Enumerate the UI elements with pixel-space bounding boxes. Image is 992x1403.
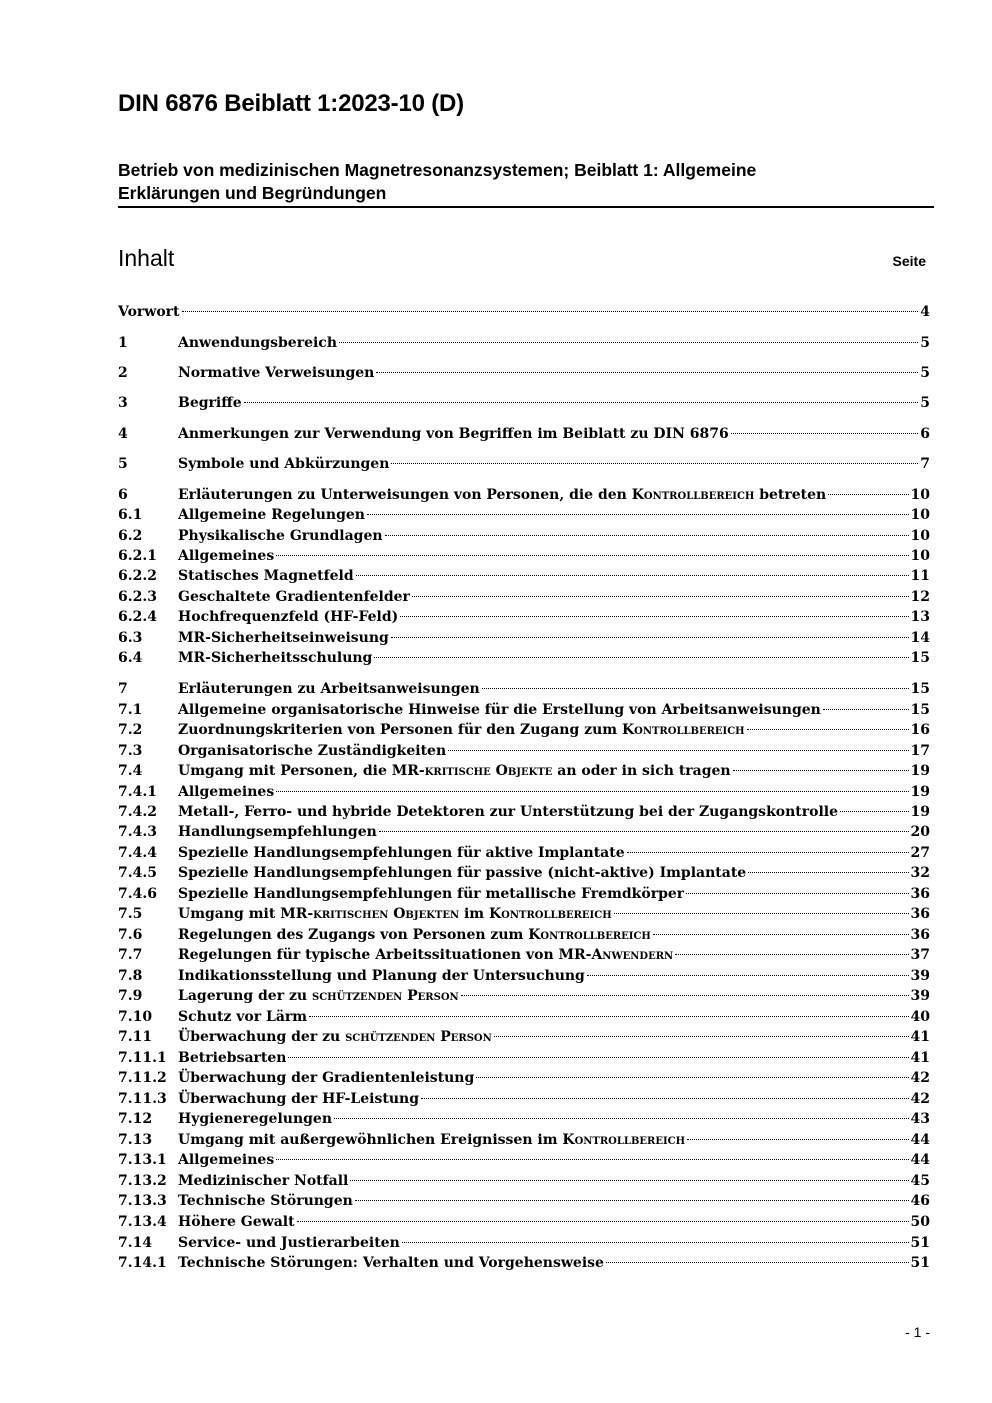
toc-entry-title: Anwendungsbereich <box>178 335 337 351</box>
toc-dot-leader <box>182 311 919 312</box>
toc-entry[interactable] <box>118 1027 930 1047</box>
toc-entry-page: 46 <box>910 1193 930 1209</box>
toc-entry-number: 7.13 <box>118 1132 153 1148</box>
toc-entry-title: Lagerung der zu schützenden Person <box>178 988 459 1004</box>
toc-entry-page: 7 <box>920 456 930 472</box>
toc-entry-number: 3 <box>118 395 128 411</box>
toc-entry-page: 42 <box>910 1091 930 1107</box>
toc-dot-leader <box>747 729 909 730</box>
toc-dot-leader <box>448 750 908 751</box>
toc-dot-leader <box>653 934 909 935</box>
toc-entry[interactable] <box>118 526 930 546</box>
toc-entry[interactable] <box>118 1253 930 1273</box>
toc-entry-title: Betriebsarten <box>178 1050 287 1066</box>
toc-entry-title: Höhere Gewalt <box>178 1214 295 1230</box>
toc-entry-title: Begriffe <box>178 395 242 411</box>
toc-entry-title: Physikalische Grundlagen <box>178 528 383 544</box>
toc-entry[interactable] <box>118 363 930 383</box>
toc-entry[interactable] <box>118 1048 930 1068</box>
toc-entry[interactable] <box>118 802 930 822</box>
toc-entry-page: 10 <box>910 528 930 544</box>
toc-dot-leader <box>385 535 909 536</box>
toc-dot-leader <box>687 1139 908 1140</box>
toc-entry-number: 4 <box>118 426 128 442</box>
toc-entry-title: Überwachung der Gradientenleistung <box>178 1070 475 1086</box>
toc-entry-page: 40 <box>910 1009 930 1025</box>
toc-dot-leader <box>276 1159 908 1160</box>
toc-entry-number: 7.11.2 <box>118 1070 167 1086</box>
toc-entry-page: 14 <box>910 630 930 646</box>
toc-dot-leader <box>355 1200 909 1201</box>
toc-entry-page: 41 <box>910 1050 930 1066</box>
toc-dot-leader <box>476 1077 908 1078</box>
toc-entry[interactable] <box>118 741 930 761</box>
toc-entry[interactable] <box>118 505 930 525</box>
toc-entry-page: 45 <box>910 1173 930 1189</box>
toc-dot-leader <box>606 1262 909 1263</box>
toc-entry-title: Vorwort <box>118 304 180 320</box>
toc-entry-title: Umgang mit Personen, die MR-kritische Objekte an oder in sich tragen <box>178 763 731 779</box>
toc-entry[interactable] <box>118 1212 930 1232</box>
toc-entry[interactable] <box>118 966 930 986</box>
toc-entry-number: 7.3 <box>118 743 143 759</box>
toc-entry-page: 19 <box>910 763 930 779</box>
toc-entry[interactable] <box>118 393 930 413</box>
toc-entry-title: Zuordnungskriterien von Personen für den Zugang zum Kontrollbereich <box>178 722 745 738</box>
toc-entry-number: 6.2 <box>118 528 143 544</box>
toc-entry[interactable] <box>118 485 930 505</box>
toc-entry[interactable] <box>118 587 930 607</box>
toc-entry-number: 7.4.1 <box>118 784 157 800</box>
toc-dot-leader <box>288 1057 908 1058</box>
toc-entry-page: 15 <box>910 681 930 697</box>
toc-entry-page: 37 <box>910 947 930 963</box>
toc-entry-title: Regelungen für typische Arbeitssituationen von MR-Anwendern <box>178 947 674 963</box>
toc-dot-leader <box>421 1098 909 1099</box>
toc-entry[interactable] <box>118 1233 930 1253</box>
toc-dot-leader <box>367 514 909 515</box>
toc-entry-page: 10 <box>910 487 930 503</box>
toc-entry-page: 16 <box>910 722 930 738</box>
toc-entry-title: Technische Störungen <box>178 1193 353 1209</box>
toc-entry-page: 51 <box>910 1255 930 1271</box>
toc-entry-title: Spezielle Handlungsempfehlungen für passive (nicht-aktive) Implantate <box>178 865 747 881</box>
toc-entry-title: Normative Verweisungen <box>178 365 375 381</box>
toc-entry-number: 7.4.4 <box>118 845 157 861</box>
toc-entry-page: 51 <box>910 1235 930 1251</box>
toc-entry-title: Regelungen des Zugangs von Personen zum Kontrollbereich <box>178 927 651 943</box>
toc-entry-page: 12 <box>910 589 930 605</box>
toc-entry[interactable] <box>118 904 930 924</box>
page-number: - 1 - <box>905 1324 930 1340</box>
toc-entry-page: 27 <box>910 845 930 861</box>
toc-entry-page: 6 <box>920 426 930 442</box>
toc-entry[interactable] <box>118 566 930 586</box>
toc-dot-leader <box>614 913 909 914</box>
toc-dot-leader <box>376 372 918 373</box>
toc-dot-leader <box>675 954 908 955</box>
toc-entry-number: 7.11 <box>118 1029 153 1045</box>
toc-entry[interactable] <box>118 843 930 863</box>
toc-dot-leader <box>374 657 908 658</box>
toc-entry[interactable] <box>118 679 930 699</box>
toc-entry[interactable] <box>118 1089 930 1109</box>
toc-entry-title: Überwachung der zu schützenden Person <box>178 1029 492 1045</box>
toc-entry-page: 10 <box>910 507 930 523</box>
toc-dot-leader <box>587 975 909 976</box>
toc-entry-page: 39 <box>910 988 930 1004</box>
toc-entry-title: Handlungsempfehlungen <box>178 824 377 840</box>
toc-entry-title: Hygieneregelungen <box>178 1111 332 1127</box>
toc-entry-title: Service- und Justierarbeiten <box>178 1235 400 1251</box>
toc-dot-leader <box>731 433 919 434</box>
toc-entry[interactable] <box>118 1150 930 1170</box>
toc-entry-page: 4 <box>920 304 930 320</box>
toc-entry-title: Medizinischer Notfall <box>178 1173 349 1189</box>
toc-entry[interactable] <box>118 782 930 802</box>
toc-entry-title: Erläuterungen zu Arbeitsanweisungen <box>178 681 480 697</box>
toc-entry-number: 7.4.3 <box>118 824 157 840</box>
toc-entry-number: 7.1 <box>118 702 143 718</box>
toc-entry[interactable] <box>118 424 930 444</box>
toc-entry[interactable] <box>118 628 930 648</box>
toc-entry-number: 6 <box>118 487 128 503</box>
toc-entry-number: 7.9 <box>118 988 143 1004</box>
toc-entry-title: Symbole und Abkürzungen <box>178 456 390 472</box>
toc-entry-page: 39 <box>910 968 930 984</box>
toc-dot-leader <box>412 596 909 597</box>
toc-entry-page: 41 <box>910 1029 930 1045</box>
toc-dot-leader <box>356 575 909 576</box>
toc-entry-title: MR-Sicherheitseinweisung <box>178 630 389 646</box>
toc-entry[interactable] <box>118 333 930 353</box>
toc-dot-leader <box>828 494 908 495</box>
toc-entry-page: 13 <box>910 609 930 625</box>
toc-entry-number: 7.12 <box>118 1111 153 1127</box>
toc-entry[interactable] <box>118 1171 930 1191</box>
toc-entry[interactable] <box>118 945 930 965</box>
toc-entry-number: 7.10 <box>118 1009 153 1025</box>
toc-dot-leader <box>627 852 909 853</box>
toc-dot-leader <box>276 555 908 556</box>
toc-dot-leader <box>334 1118 909 1119</box>
toc-dot-leader <box>840 811 909 812</box>
toc-dot-leader <box>461 995 909 996</box>
toc-entry-number: 5 <box>118 456 128 472</box>
toc-page-column-label: Seite <box>892 253 926 269</box>
toc-entry-page: 36 <box>910 906 930 922</box>
toc-entry-number: 6.2.2 <box>118 568 157 584</box>
toc-entry[interactable] <box>118 1109 930 1129</box>
toc-entry-title: Spezielle Handlungsempfehlungen für metallische Fremdkörper <box>178 886 685 902</box>
toc-entry-title: Geschaltete Gradientenfelder <box>178 589 410 605</box>
toc-entry-number: 6.2.3 <box>118 589 157 605</box>
toc-entry[interactable] <box>118 1191 930 1211</box>
toc-entry[interactable] <box>118 720 930 740</box>
toc-dot-leader <box>339 342 918 343</box>
toc-entry-page: 36 <box>910 927 930 943</box>
toc-entry-number: 7.2 <box>118 722 143 738</box>
toc-dot-leader <box>309 1016 908 1017</box>
toc-entry-title: Statisches Magnetfeld <box>178 568 354 584</box>
toc-entry-page: 36 <box>910 886 930 902</box>
toc-entry[interactable] <box>118 1068 930 1088</box>
toc-entry-page: 19 <box>910 804 930 820</box>
toc-entry[interactable] <box>118 454 930 474</box>
toc-entry-page: 11 <box>910 568 930 584</box>
toc-dot-leader <box>379 831 909 832</box>
toc-entry[interactable] <box>118 822 930 842</box>
toc-entry-title: Allgemeines <box>178 784 275 800</box>
document-subtitle-line-2: Erklärungen und Begründungen <box>118 183 387 203</box>
toc-entry-page: 15 <box>910 702 930 718</box>
toc-entry[interactable] <box>118 986 930 1006</box>
toc-entry-page: 10 <box>910 548 930 564</box>
toc-entry-number: 7.4.2 <box>118 804 157 820</box>
toc-dot-leader <box>244 402 919 403</box>
toc-entry-number: 7.8 <box>118 968 143 984</box>
toc-dot-leader <box>391 637 909 638</box>
toc-dot-leader <box>733 770 909 771</box>
toc-dot-leader <box>350 1180 908 1181</box>
toc-entry[interactable] <box>118 863 930 883</box>
toc-entry-number: 6.2.1 <box>118 548 157 564</box>
toc-entry-title: Allgemeines <box>178 548 275 564</box>
toc-entry-title: Allgemeines <box>178 1152 275 1168</box>
toc-entry-page: 17 <box>910 743 930 759</box>
toc-entry-number: 7.4 <box>118 763 143 779</box>
toc-entry-page: 43 <box>910 1111 930 1127</box>
toc-entry-title: Erläuterungen zu Unterweisungen von Personen, die den Kontrollbereich betreten <box>178 487 827 503</box>
toc-dot-leader <box>686 893 908 894</box>
toc-entry-page: 15 <box>910 650 930 666</box>
toc-entry-number: 7.11.3 <box>118 1091 167 1107</box>
toc-entry-title: Schutz vor Lärm <box>178 1009 308 1025</box>
toc-entry-title: Metall-, Ferro- und hybride Detektoren zur Unterstützung bei der Zugangskontrolle <box>178 804 839 820</box>
toc-dot-leader <box>482 688 909 689</box>
toc-dot-leader <box>276 791 908 792</box>
toc-entry[interactable] <box>118 761 930 781</box>
toc-entry-number: 7.14 <box>118 1235 153 1251</box>
toc-dot-leader <box>402 1242 909 1243</box>
toc-entry-title: Überwachung der HF-Leistung <box>178 1091 419 1107</box>
toc-entry-number: 2 <box>118 365 128 381</box>
toc-entry-number: 7.7 <box>118 947 143 963</box>
toc-entry-page: 42 <box>910 1070 930 1086</box>
toc-entry-number: 6.4 <box>118 650 143 666</box>
toc-entry[interactable] <box>118 700 930 720</box>
toc-dot-leader <box>391 463 918 464</box>
toc-entry-page: 44 <box>910 1132 930 1148</box>
toc-entry-title: MR-Sicherheitsschulung <box>178 650 373 666</box>
toc-entry-title: Technische Störungen: Verhalten und Vorgehensweise <box>178 1255 604 1271</box>
toc-entry-number: 7.11.1 <box>118 1050 167 1066</box>
toc-entry-title: Umgang mit außergewöhnlichen Ereignissen im Kontrollbereich <box>178 1132 686 1148</box>
toc-entry[interactable] <box>118 884 930 904</box>
toc-entry-title: Hochfrequenzfeld (HF-Feld) <box>178 609 399 625</box>
toc-dot-leader <box>748 872 908 873</box>
toc-entry[interactable] <box>118 607 930 627</box>
toc-entry-title: Umgang mit MR-kritischen Objekten im Kontrollbereich <box>178 906 612 922</box>
toc-entry-page: 5 <box>920 335 930 351</box>
toc-entry-number: 7.13.3 <box>118 1193 167 1209</box>
toc-entry-page: 20 <box>910 824 930 840</box>
toc-entry[interactable] <box>118 925 930 945</box>
document-subtitle-line-1: Betrieb von medizinischen Magnetresonanzsystemen; Beiblatt 1: Allgemeine <box>118 160 757 180</box>
toc-dot-leader <box>823 709 909 710</box>
toc-entry-page: 5 <box>920 395 930 411</box>
toc-entry-number: 7.4.5 <box>118 865 157 881</box>
toc-entry-number: 7.13.4 <box>118 1214 167 1230</box>
toc-entry-page: 44 <box>910 1152 930 1168</box>
toc-entry[interactable] <box>118 546 930 566</box>
toc-entry-number: 1 <box>118 335 128 351</box>
toc-entry[interactable] <box>118 1007 930 1027</box>
toc-entry-number: 6.1 <box>118 507 143 523</box>
document-subtitle <box>118 159 934 208</box>
document-title: DIN 6876 Beiblatt 1:2023-10 (D) <box>118 90 464 117</box>
toc-entry-number: 7.5 <box>118 906 143 922</box>
toc-entry[interactable] <box>118 1130 930 1150</box>
toc-entry-number: 7.13.2 <box>118 1173 167 1189</box>
toc-dot-leader <box>494 1036 909 1037</box>
toc-entry-title: Allgemeine organisatorische Hinweise für die Erstellung von Arbeitsanweisungen <box>178 702 821 718</box>
toc-entry-number: 7 <box>118 681 128 697</box>
toc-entry-number: 7.13.1 <box>118 1152 167 1168</box>
toc-entry-number: 7.4.6 <box>118 886 157 902</box>
toc-entry-page: 32 <box>910 865 930 881</box>
toc-entry-number: 7.6 <box>118 927 143 943</box>
toc-entry-title: Organisatorische Zuständigkeiten <box>178 743 447 759</box>
toc-entry-page: 19 <box>910 784 930 800</box>
toc-entry[interactable] <box>118 648 930 668</box>
toc-entry[interactable] <box>118 302 930 322</box>
toc-entry-number: 6.3 <box>118 630 143 646</box>
toc-entry-title: Anmerkungen zur Verwendung von Begriffen im Beiblatt zu DIN 6876 <box>178 426 729 442</box>
toc-heading: Inhalt <box>118 245 175 271</box>
toc-entry-number: 6.2.4 <box>118 609 157 625</box>
toc-entry-title: Allgemeine Regelungen <box>178 507 365 523</box>
toc-entry-number: 7.14.1 <box>118 1255 167 1271</box>
toc-entry-title: Spezielle Handlungsempfehlungen für aktive Implantate <box>178 845 625 861</box>
toc-dot-leader <box>297 1221 909 1222</box>
toc-dot-leader <box>400 616 908 617</box>
toc-entry-title: Indikationsstellung und Planung der Untersuchung <box>178 968 585 984</box>
toc-entry-page: 50 <box>910 1214 930 1230</box>
toc-entry-page: 5 <box>920 365 930 381</box>
